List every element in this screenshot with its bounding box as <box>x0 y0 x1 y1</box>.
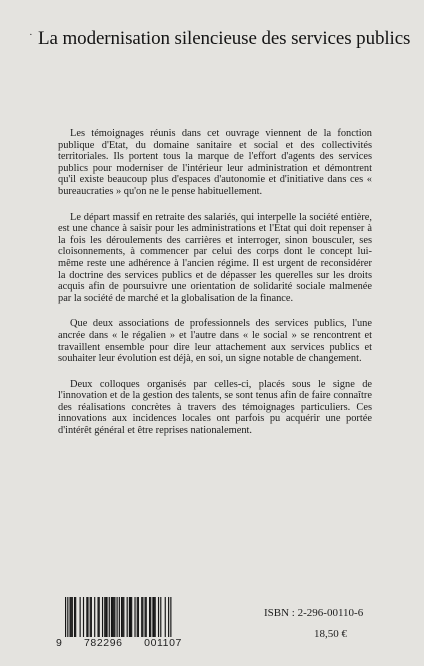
barcode-bar <box>134 597 135 637</box>
barcode-bar <box>86 597 87 637</box>
barcode-bar <box>65 597 66 637</box>
barcode-bar <box>117 597 118 637</box>
barcode-bar <box>129 597 130 637</box>
blurb-paragraph-2: Le départ massif en retraite des salariés, qui interpelle la société entière, est une chance à saisir pour les administrations et l'Etat qui doit repenser à la fois les déroulements des carrières et interroger, sinon bousculer, ses cloisonnements, à commencer par celui des corps dont le concept lui-même reste une adhérence à l'ancien régime. Il est urgent de reconsidérer la doctrine des services publics et de dépasser les querelles sur les droits acquis afin de poursuivre une orientation de solidarité sociale malmenée par la société de marché et la globalisation de la finance. <box>58 211 372 304</box>
barcode-bar <box>75 597 76 637</box>
barcode-bar <box>165 597 166 637</box>
barcode-bar <box>145 597 146 637</box>
barcode-bar <box>149 597 150 637</box>
barcode-bar <box>142 597 143 637</box>
barcode-bar <box>123 597 124 637</box>
barcode-bar <box>69 597 70 637</box>
price-label: 18,50 € <box>314 628 347 640</box>
barcode-bar <box>138 597 139 637</box>
barcode-digits <box>56 637 182 649</box>
barcode-bar <box>83 597 84 637</box>
barcode-bar <box>99 597 100 637</box>
barcode-bar <box>105 597 106 637</box>
barcode-digits-left: 782296 <box>83 637 123 649</box>
barcode-bar <box>67 597 68 637</box>
barcode-bars <box>56 597 182 637</box>
barcode-bar <box>137 597 138 637</box>
barcode-bar <box>168 597 169 637</box>
barcode-bar <box>122 597 123 637</box>
barcode-bar <box>90 597 91 637</box>
barcode-bar <box>102 597 103 637</box>
blurb-paragraph-4: Deux colloques organisés par celles-ci, placés sous le signe de l'innovation et de la gestion des talents, se sont tenus afin de faire connaître des réalisations concrètes à travers des témoignages particuliers. Ces innovations aux incidences locales ont parfois pu acquérir une portée d'intérêt général et être reprises nationalement. <box>58 378 372 437</box>
barcode-bar <box>87 597 88 637</box>
barcode-bar <box>155 597 156 637</box>
barcode-bar <box>153 597 154 637</box>
decorative-dot: · <box>29 29 33 41</box>
barcode-bar <box>150 597 151 637</box>
blurb-paragraph-3: Que deux associations de professionnels des services publics, l'une ancrée dans « le régalien » et l'autre dans « le social » se rencontrent et travaillent ensemble pour dire leur attachement aux services publics et souhaiter leur évolution est déjà, en soi, un signe notable de changement. <box>58 318 372 365</box>
barcode-bar <box>72 597 73 637</box>
barcode-bar <box>74 597 75 637</box>
barcode-bar <box>146 597 147 637</box>
ean-barcode <box>56 597 182 649</box>
barcode-bar <box>121 597 122 637</box>
barcode-digit-lead: 9 <box>56 637 63 649</box>
book-title: La modernisation silencieuse des services publics <box>38 28 411 49</box>
blurb-paragraph-1: Les témoignages réunis dans cet ouvrage viennent de la fonction publique d'Etat, du domaine sanitaire et social et des collectivités territoriales. Ils portent tous la marque de l'effort d'agents des services publics pour moderniser de l'intérieur leur administration et démontrent qu'il existe beaucoup plus d'espaces d'autonomie et d'initiative dans ces « bureaucraties » qu'on ne le pense habituellement. <box>58 128 372 197</box>
barcode-bar <box>131 597 132 637</box>
blurb-text <box>58 128 372 451</box>
barcode-bar <box>109 597 110 637</box>
barcode-digits-right: 001107 <box>144 637 182 649</box>
barcode-bar <box>160 597 161 637</box>
barcode-bar <box>71 597 72 637</box>
barcode-bar <box>119 597 120 637</box>
barcode-bar <box>127 597 128 637</box>
barcode-bar <box>170 597 171 637</box>
barcode-bar <box>97 597 98 637</box>
barcode-bar <box>130 597 131 637</box>
barcode-bar <box>112 597 113 637</box>
barcode-bar <box>114 597 115 637</box>
barcode-bar <box>80 597 81 637</box>
barcode-bar <box>91 597 92 637</box>
barcode-bar <box>111 597 112 637</box>
barcode-bar <box>152 597 153 637</box>
barcode-bar <box>158 597 159 637</box>
barcode-bar <box>106 597 107 637</box>
isbn-label: ISBN : 2-296-00110-6 <box>264 607 364 619</box>
barcode-bar <box>113 597 114 637</box>
barcode-bar <box>94 597 95 637</box>
barcode-bar <box>104 597 105 637</box>
barcode-bar <box>141 597 142 637</box>
